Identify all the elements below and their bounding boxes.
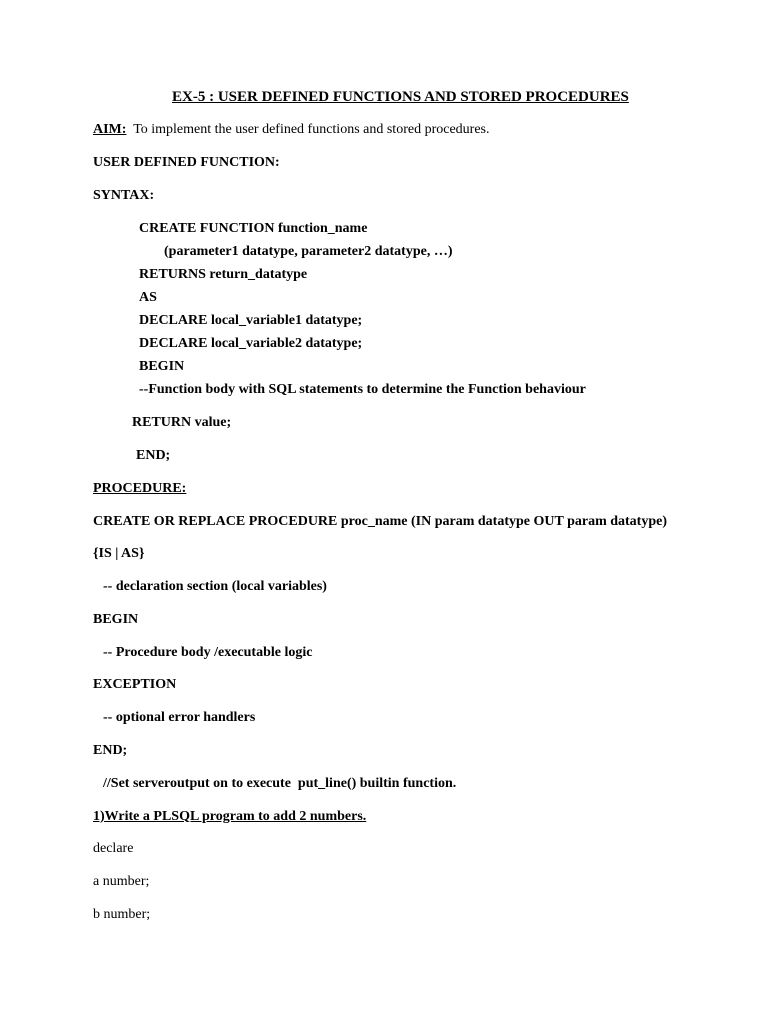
procedure-declaration-comment: -- declaration section (local variables) <box>103 579 327 594</box>
program1-code-line: b number; <box>93 907 151 922</box>
serveroutput-note: //Set serveroutput on to execute put_line() builtin function. <box>103 776 457 791</box>
syntax-line: DECLARE local_variable1 datatype; <box>139 313 363 328</box>
syntax-line: --Function body with SQL statements to determine the Function behaviour <box>139 382 586 397</box>
syntax-heading: SYNTAX: <box>93 188 155 203</box>
procedure-create-line: CREATE OR REPLACE PROCEDURE proc_name (IN param datatype OUT param datatype) <box>93 514 668 529</box>
procedure-error-comment: -- optional error handlers <box>103 710 256 725</box>
syntax-line: (parameter1 datatype, parameter2 datatype, …) <box>164 244 453 259</box>
syntax-line: RETURNS return_datatype <box>139 267 308 282</box>
end-line: END; <box>136 448 171 463</box>
page-title: EX-5 : USER DEFINED FUNCTIONS AND STORED PROCEDURES <box>172 89 629 105</box>
syntax-line: BEGIN <box>139 359 185 374</box>
return-line: RETURN value; <box>132 415 232 430</box>
syntax-line: DECLARE local_variable2 datatype; <box>139 336 363 351</box>
procedure-exception: EXCEPTION <box>93 677 177 692</box>
procedure-is-as: {IS | AS} <box>93 546 145 561</box>
procedure-heading: PROCEDURE: <box>93 481 187 496</box>
syntax-line: CREATE FUNCTION function_name <box>139 221 368 236</box>
program1-code-line: declare <box>93 841 134 856</box>
aim-line <box>93 121 490 139</box>
program1-code-line: a number; <box>93 874 150 889</box>
syntax-line: AS <box>139 290 157 305</box>
procedure-begin: BEGIN <box>93 612 139 627</box>
aim-label: AIM: <box>93 122 127 137</box>
udf-heading: USER DEFINED FUNCTION: <box>93 155 280 170</box>
procedure-body-comment: -- Procedure body /executable logic <box>103 645 313 660</box>
program1-heading: 1)Write a PLSQL program to add 2 numbers. <box>93 809 367 824</box>
procedure-end: END; <box>93 743 128 758</box>
aim-text: To implement the user defined functions and stored procedures. <box>133 122 490 137</box>
